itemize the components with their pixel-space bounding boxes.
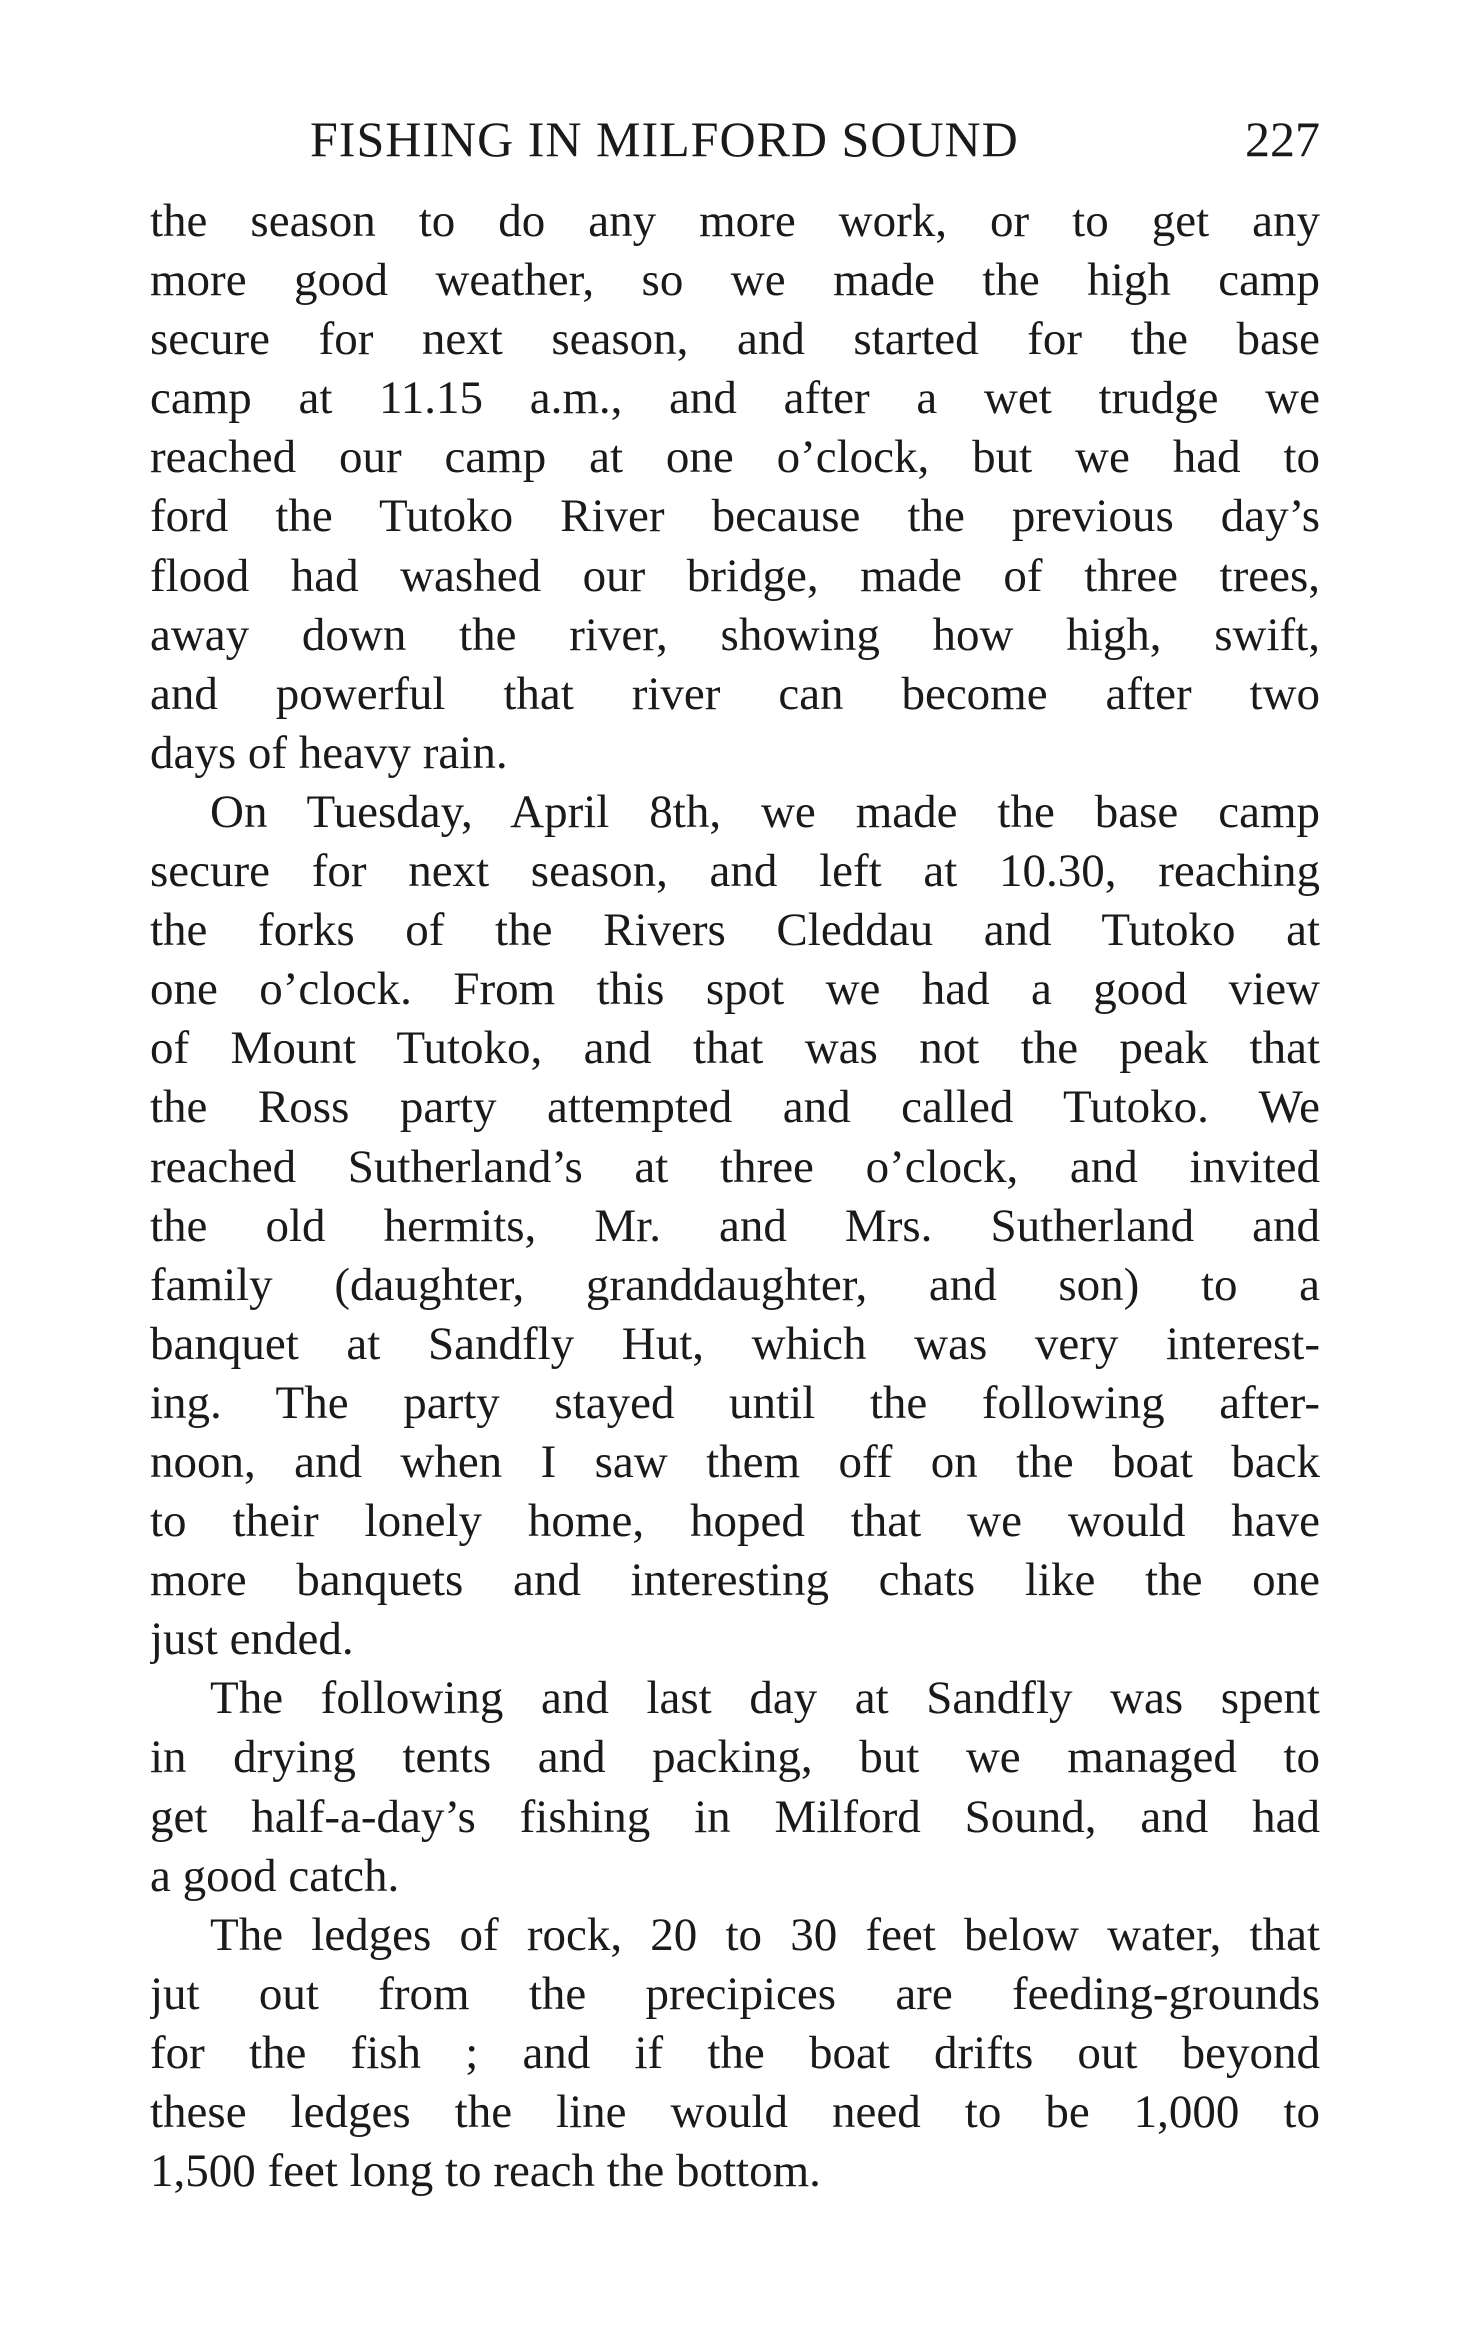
- text-line: jut out from the precipices are feeding-grounds: [150, 1967, 1320, 2020]
- text-line: just ended.: [150, 1613, 354, 1666]
- text-line: away down the river, showing how high, swift,: [150, 608, 1320, 661]
- running-title: FISHING IN MILFORD SOUND: [310, 111, 1019, 167]
- paragraph-start-line: The ledges of rock, 20 to 30 feet below water, that: [210, 1908, 1320, 1961]
- text-line: ing. The party stayed until the following after-: [150, 1376, 1320, 1429]
- page-number: 227: [1245, 111, 1320, 167]
- text-line: family (daughter, granddaughter, and son) to a: [150, 1258, 1320, 1311]
- text-line: secure for next season, and started for the base: [150, 313, 1320, 366]
- text-line: banquet at Sandfly Hut, which was very interest-: [150, 1317, 1320, 1370]
- text-line: the season to do any more work, or to get any: [150, 195, 1320, 247]
- text-line: ford the Tutoko River because the previous day’s: [150, 490, 1320, 543]
- body-text: [150, 192, 1320, 2201]
- text-line: of Mount Tutoko, and that was not the peak that: [150, 1022, 1320, 1075]
- text-line: flood had washed our bridge, made of three trees,: [150, 549, 1320, 602]
- text-line: the forks of the Rivers Cleddau and Tutoko at: [150, 904, 1320, 957]
- text-line: for the fish ; and if the boat drifts out beyond: [150, 2026, 1320, 2079]
- text-line: more good weather, so we made the high camp: [150, 254, 1320, 307]
- text-line: these ledges the line would need to be 1,000 to: [150, 2086, 1320, 2138]
- text-line: the old hermits, Mr. and Mrs. Sutherland and: [150, 1199, 1320, 1252]
- page-header: [150, 104, 1320, 174]
- text-line: a good catch.: [150, 1849, 400, 1902]
- text-line: days of heavy rain.: [150, 726, 508, 779]
- text-line: to their lonely home, hoped that we would have: [150, 1495, 1320, 1548]
- text-line: reached our camp at one o’clock, but we had to: [150, 431, 1320, 484]
- text-line: get half-a-day’s fishing in Milford Sound, and had: [150, 1790, 1320, 1843]
- paragraph-start-line: On Tuesday, April 8th, we made the base camp: [210, 785, 1320, 838]
- text-line: and powerful that river can become after two: [150, 667, 1320, 720]
- text-line: noon, and when I saw them off on the boat back: [150, 1435, 1320, 1488]
- text-line: camp at 11.15 a.m., and after a wet trudge we: [150, 372, 1320, 425]
- text-line: in drying tents and packing, but we managed to: [150, 1731, 1320, 1784]
- text-line: reached Sutherland’s at three o’clock, and invited: [150, 1140, 1320, 1193]
- paragraph-start-line: The following and last day at Sandfly was spent: [210, 1672, 1320, 1725]
- text-line: the Ross party attempted and called Tutoko. We: [150, 1081, 1320, 1134]
- text-line: one o’clock. From this spot we had a good view: [150, 963, 1320, 1016]
- text-line: 1,500 feet long to reach the bottom.: [150, 2145, 821, 2198]
- text-line: secure for next season, and left at 10.30, reaching: [150, 845, 1320, 898]
- text-line: more banquets and interesting chats like the one: [150, 1554, 1320, 1607]
